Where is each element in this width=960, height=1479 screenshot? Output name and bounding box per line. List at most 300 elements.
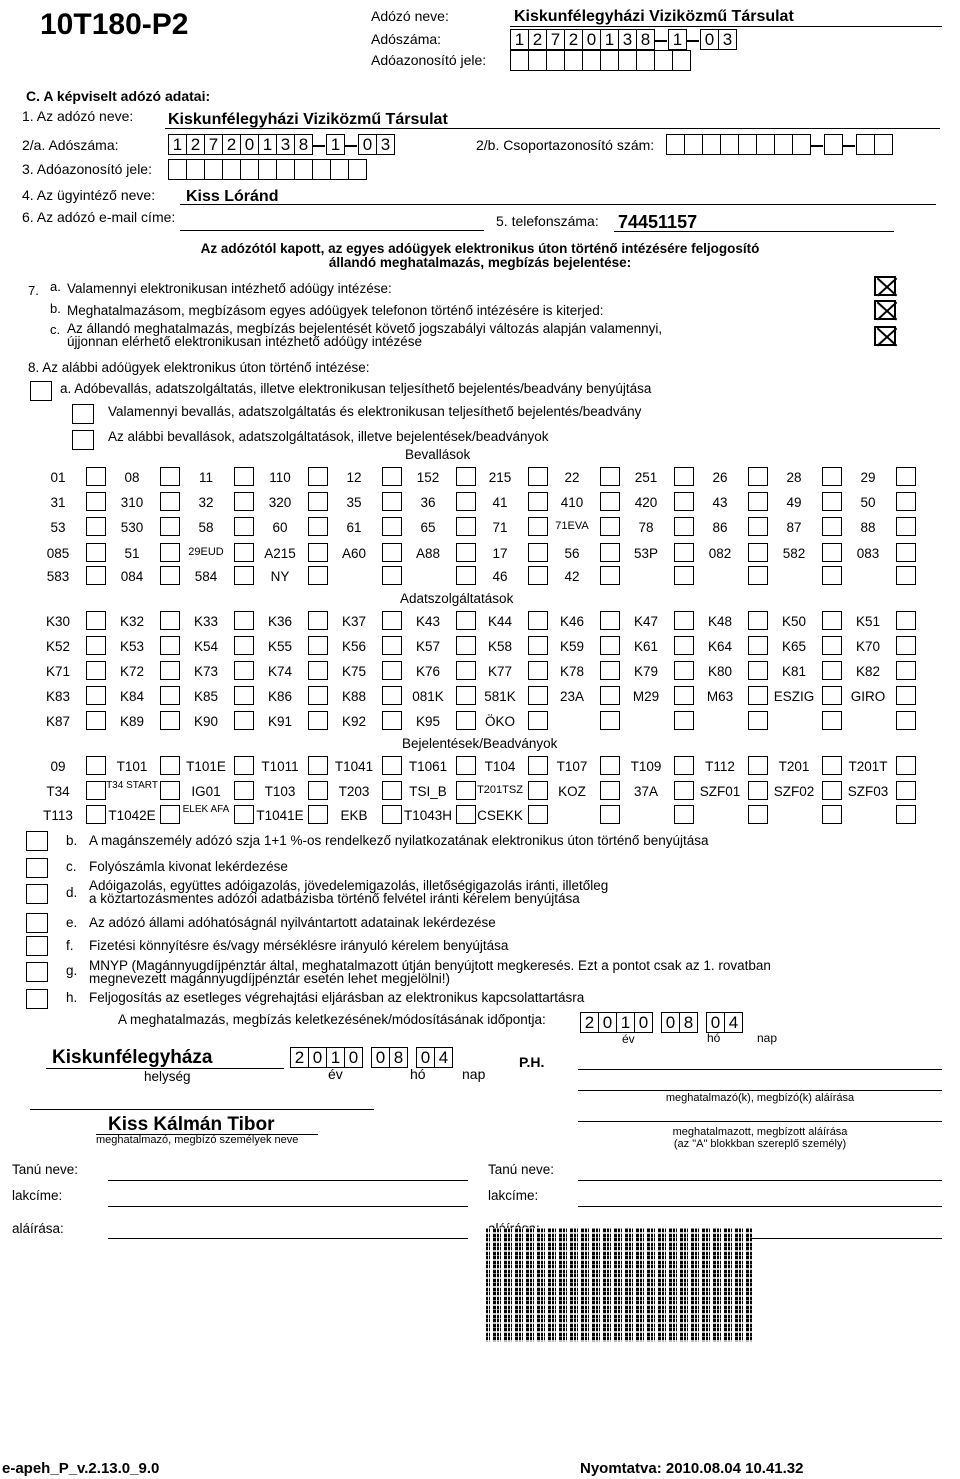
- code-checkbox[interactable]: [456, 636, 476, 655]
- code-label: 310: [120, 495, 144, 510]
- digit-cell[interactable]: 8: [636, 29, 655, 50]
- code-checkbox[interactable]: [600, 543, 620, 562]
- code-checkbox[interactable]: [748, 566, 768, 585]
- code-checkbox[interactable]: [456, 492, 476, 511]
- code-checkbox[interactable]: [822, 781, 842, 800]
- code-label: K61: [633, 639, 659, 654]
- item-d-text: Adóigazolás, együttes adóigazolás, jövedelemigazolás, illetőségigazolás iránti, illetőleg: [89, 878, 609, 893]
- code-item: [180, 517, 256, 539]
- item-b-checkbox[interactable]: [26, 831, 48, 851]
- digit-cell[interactable]: 0: [700, 29, 719, 50]
- digit-cell[interactable]: 0: [308, 1047, 327, 1068]
- code-item: [180, 661, 256, 683]
- code-label: TSI_B: [409, 784, 447, 799]
- code-checkbox[interactable]: [234, 543, 254, 562]
- digit-cell[interactable]: [720, 134, 739, 155]
- code-checkbox[interactable]: [674, 611, 694, 630]
- digit-cell[interactable]: 1: [668, 29, 687, 50]
- code-checkbox[interactable]: [896, 636, 916, 655]
- digit-cell[interactable]: 8: [679, 1012, 698, 1033]
- digit-cell[interactable]: [204, 159, 223, 180]
- code-label: 60: [272, 520, 288, 535]
- digit-cell[interactable]: [582, 50, 601, 71]
- digit-cell[interactable]: 3: [718, 29, 737, 50]
- code-checkbox[interactable]: [674, 781, 694, 800]
- code-checkbox[interactable]: [896, 492, 916, 511]
- code-checkbox[interactable]: [748, 711, 768, 730]
- code-item: [32, 566, 108, 588]
- code-checkbox[interactable]: [674, 636, 694, 655]
- code-checkbox[interactable]: [234, 781, 254, 800]
- item-f-checkbox[interactable]: [26, 936, 48, 956]
- code-checkbox[interactable]: [160, 756, 180, 775]
- digit-cell[interactable]: [330, 159, 349, 180]
- code-checkbox[interactable]: [456, 566, 476, 585]
- code-checkbox[interactable]: [456, 543, 476, 562]
- sign-year-label: év: [328, 1066, 343, 1082]
- code-label: 083: [856, 546, 880, 561]
- digit-cell[interactable]: 2: [186, 134, 205, 155]
- agent-name-label: meghatalmazó, megbízó személyek neve: [96, 1134, 299, 1146]
- code-item: [32, 781, 108, 803]
- agent-sig-label2: (az "A" blokkban szereplő személy): [673, 1138, 847, 1150]
- code-checkbox[interactable]: [674, 543, 694, 562]
- code-checkbox[interactable]: [382, 805, 402, 824]
- digit-cell[interactable]: [258, 159, 277, 180]
- code-checkbox[interactable]: [234, 517, 254, 536]
- code-checkbox[interactable]: [382, 781, 402, 800]
- code-checkbox[interactable]: [160, 636, 180, 655]
- digit-cell[interactable]: 0: [416, 1047, 435, 1068]
- code-item: [620, 756, 696, 778]
- code-checkbox[interactable]: [748, 543, 768, 562]
- code-checkbox[interactable]: [528, 661, 548, 680]
- digit-cell[interactable]: [684, 134, 703, 155]
- code-checkbox[interactable]: [382, 492, 402, 511]
- digit-cell[interactable]: 0: [358, 134, 377, 155]
- code-checkbox[interactable]: [160, 492, 180, 511]
- code-item: [474, 492, 550, 514]
- code-checkbox[interactable]: [822, 566, 842, 585]
- digit-cell[interactable]: [510, 50, 529, 71]
- code-checkbox[interactable]: [748, 517, 768, 536]
- code-checkbox[interactable]: [748, 686, 768, 705]
- code-checkbox[interactable]: [528, 566, 548, 585]
- digit-cell[interactable]: [546, 50, 565, 71]
- code-checkbox[interactable]: [160, 611, 180, 630]
- code-checkbox[interactable]: [456, 467, 476, 486]
- csoport-cells[interactable]: [666, 134, 892, 155]
- code-checkbox[interactable]: [748, 805, 768, 824]
- code-checkbox[interactable]: [160, 517, 180, 536]
- code-label: 17: [492, 546, 508, 561]
- opt-some-checkbox[interactable]: [72, 430, 94, 450]
- code-label: 88: [860, 520, 876, 535]
- code-checkbox[interactable]: [748, 611, 768, 630]
- code-checkbox[interactable]: [674, 686, 694, 705]
- digit-cell[interactable]: 1: [258, 134, 277, 155]
- code-label: 08: [124, 470, 140, 485]
- adoazonosito-cells[interactable]: [168, 159, 366, 180]
- digit-cell[interactable]: 3: [376, 134, 395, 155]
- code-checkbox[interactable]: [234, 661, 254, 680]
- witness1-sign-label: aláírása:: [12, 1221, 64, 1236]
- section7-b-checkbox[interactable]: [874, 300, 896, 320]
- section7-c-checkbox[interactable]: [874, 326, 896, 346]
- code-item: [32, 805, 108, 827]
- code-label: K48: [707, 614, 733, 629]
- code-item: [474, 781, 550, 803]
- code-checkbox[interactable]: [234, 756, 254, 775]
- code-checkbox[interactable]: [822, 805, 842, 824]
- code-label: T203: [338, 784, 370, 799]
- code-label: K86: [267, 689, 293, 704]
- section7-a-checkbox[interactable]: [874, 276, 896, 296]
- code-checkbox[interactable]: [674, 492, 694, 511]
- code-checkbox[interactable]: [896, 661, 916, 680]
- code-item: [620, 661, 696, 683]
- code-checkbox[interactable]: [234, 467, 254, 486]
- digit-cell[interactable]: [618, 50, 637, 71]
- code-checkbox[interactable]: [86, 467, 106, 486]
- code-checkbox[interactable]: [234, 566, 254, 585]
- code-checkbox[interactable]: [822, 543, 842, 562]
- digit-cell[interactable]: [312, 159, 331, 180]
- sign-date-cells[interactable]: [290, 1047, 452, 1068]
- code-checkbox[interactable]: [600, 781, 620, 800]
- code-item: [546, 756, 622, 778]
- code-label: T1041E: [256, 808, 304, 823]
- code-item: [180, 711, 256, 733]
- digit-cell[interactable]: 0: [661, 1012, 680, 1033]
- digit-cell[interactable]: [654, 50, 673, 71]
- digit-cell[interactable]: 1: [326, 1047, 345, 1068]
- code-checkbox[interactable]: [896, 543, 916, 562]
- code-label: 320: [268, 495, 292, 510]
- code-checkbox[interactable]: [748, 781, 768, 800]
- code-item: [180, 756, 256, 778]
- digit-cell[interactable]: [824, 134, 843, 155]
- digit-cell[interactable]: [600, 50, 619, 71]
- code-checkbox[interactable]: [456, 686, 476, 705]
- digit-cell[interactable]: [636, 50, 655, 71]
- code-checkbox[interactable]: [600, 492, 620, 511]
- code-label: 085: [46, 546, 70, 561]
- digit-cell[interactable]: 8: [389, 1047, 408, 1068]
- digit-cell[interactable]: 1: [168, 134, 187, 155]
- code-checkbox[interactable]: [600, 467, 620, 486]
- code-checkbox[interactable]: [528, 781, 548, 800]
- digit-cell[interactable]: 1: [510, 29, 529, 50]
- code-checkbox[interactable]: [674, 711, 694, 730]
- code-checkbox[interactable]: [308, 467, 328, 486]
- code-label: K90: [193, 714, 219, 729]
- digit-cell[interactable]: [738, 134, 757, 155]
- digit-cell[interactable]: [874, 134, 893, 155]
- code-item: [180, 636, 256, 658]
- code-checkbox[interactable]: [86, 543, 106, 562]
- code-item: [32, 611, 108, 633]
- code-checkbox[interactable]: [896, 711, 916, 730]
- code-checkbox[interactable]: [600, 661, 620, 680]
- code-checkbox[interactable]: [674, 467, 694, 486]
- code-checkbox[interactable]: [896, 781, 916, 800]
- digit-cell[interactable]: 1: [600, 29, 619, 50]
- code-checkbox[interactable]: [456, 756, 476, 775]
- digit-cell[interactable]: [240, 159, 259, 180]
- digit-cell[interactable]: 0: [634, 1012, 653, 1033]
- digit-cell[interactable]: 2: [580, 1012, 599, 1033]
- code-checkbox[interactable]: [234, 492, 254, 511]
- code-checkbox[interactable]: [308, 661, 328, 680]
- code-checkbox[interactable]: [748, 756, 768, 775]
- code-checkbox[interactable]: [600, 756, 620, 775]
- digit-cell[interactable]: [774, 134, 793, 155]
- code-checkbox[interactable]: [528, 636, 548, 655]
- code-checkbox[interactable]: [382, 711, 402, 730]
- code-checkbox[interactable]: [234, 805, 254, 824]
- code-checkbox[interactable]: [822, 467, 842, 486]
- item-d-checkbox[interactable]: [26, 884, 48, 904]
- digit-cell[interactable]: 0: [240, 134, 259, 155]
- code-checkbox[interactable]: [160, 805, 180, 824]
- opt-all-text: Valamennyi bevallás, adatszolgáltatás és elektronikusan teljesíthető bejelentés/beadvány: [108, 404, 642, 419]
- code-checkbox[interactable]: [160, 661, 180, 680]
- code-checkbox[interactable]: [86, 711, 106, 730]
- code-checkbox[interactable]: [748, 636, 768, 655]
- code-checkbox[interactable]: [822, 661, 842, 680]
- code-checkbox[interactable]: [896, 756, 916, 775]
- code-checkbox[interactable]: [748, 661, 768, 680]
- code-checkbox[interactable]: [382, 566, 402, 585]
- code-checkbox[interactable]: [234, 611, 254, 630]
- code-checkbox[interactable]: [160, 686, 180, 705]
- digit-cell[interactable]: 7: [204, 134, 223, 155]
- code-checkbox[interactable]: [822, 492, 842, 511]
- code-checkbox[interactable]: [600, 611, 620, 630]
- code-item: [546, 636, 622, 658]
- code-checkbox[interactable]: [86, 781, 106, 800]
- code-checkbox[interactable]: [308, 636, 328, 655]
- code-label: 110: [269, 470, 291, 485]
- digit-cell[interactable]: [222, 159, 241, 180]
- item-h-checkbox[interactable]: [26, 989, 48, 1009]
- code-checkbox[interactable]: [822, 517, 842, 536]
- code-checkbox[interactable]: [528, 517, 548, 536]
- code-checkbox[interactable]: [308, 492, 328, 511]
- code-checkbox[interactable]: [896, 611, 916, 630]
- code-checkbox[interactable]: [160, 781, 180, 800]
- code-label: K32: [119, 614, 145, 629]
- code-checkbox[interactable]: [456, 711, 476, 730]
- code-checkbox[interactable]: [160, 566, 180, 585]
- code-checkbox[interactable]: [456, 517, 476, 536]
- code-checkbox[interactable]: [382, 467, 402, 486]
- code-checkbox[interactable]: [382, 543, 402, 562]
- digit-cell[interactable]: 4: [724, 1012, 743, 1033]
- code-label: 31: [50, 495, 66, 510]
- code-checkbox[interactable]: [86, 805, 106, 824]
- digit-cell[interactable]: 2: [564, 29, 583, 50]
- code-checkbox[interactable]: [600, 566, 620, 585]
- code-checkbox[interactable]: [456, 661, 476, 680]
- code-checkbox[interactable]: [86, 636, 106, 655]
- code-checkbox[interactable]: [600, 686, 620, 705]
- code-checkbox[interactable]: [822, 611, 842, 630]
- code-checkbox[interactable]: [748, 467, 768, 486]
- code-checkbox[interactable]: [600, 711, 620, 730]
- code-label: 49: [786, 495, 802, 510]
- code-checkbox[interactable]: [896, 686, 916, 705]
- code-checkbox[interactable]: [308, 611, 328, 630]
- digit-cell[interactable]: [528, 50, 547, 71]
- code-checkbox[interactable]: [382, 517, 402, 536]
- digit-cell[interactable]: 0: [371, 1047, 390, 1068]
- code-label: T101E: [186, 759, 226, 774]
- code-checkbox[interactable]: [234, 711, 254, 730]
- digit-cell[interactable]: 2: [222, 134, 241, 155]
- code-checkbox[interactable]: [86, 756, 106, 775]
- adatszolg-title: Adatszolgáltatások: [400, 591, 514, 606]
- code-checkbox[interactable]: [674, 517, 694, 536]
- code-checkbox[interactable]: [600, 805, 620, 824]
- code-checkbox[interactable]: [86, 517, 106, 536]
- code-label: K80: [707, 664, 733, 679]
- code-checkbox[interactable]: [308, 756, 328, 775]
- digit-cell[interactable]: 1: [616, 1012, 635, 1033]
- digit-cell[interactable]: 2: [290, 1047, 309, 1068]
- code-checkbox[interactable]: [528, 492, 548, 511]
- code-checkbox[interactable]: [234, 686, 254, 705]
- code-checkbox[interactable]: [822, 636, 842, 655]
- opt-all-checkbox[interactable]: [72, 404, 94, 424]
- digit-cell[interactable]: 3: [276, 134, 295, 155]
- code-checkbox[interactable]: [160, 467, 180, 486]
- item-c-checkbox[interactable]: [26, 858, 48, 878]
- digit-cell[interactable]: 4: [434, 1047, 453, 1068]
- section8-a-checkbox[interactable]: [30, 381, 52, 401]
- item-g-checkbox[interactable]: [26, 962, 48, 982]
- code-checkbox[interactable]: [160, 543, 180, 562]
- digit-cell[interactable]: [294, 159, 313, 180]
- code-checkbox[interactable]: [86, 566, 106, 585]
- code-checkbox[interactable]: [86, 686, 106, 705]
- code-checkbox[interactable]: [382, 661, 402, 680]
- code-checkbox[interactable]: [674, 805, 694, 824]
- digit-cell[interactable]: 3: [618, 29, 637, 50]
- code-checkbox[interactable]: [308, 686, 328, 705]
- code-item: [694, 467, 770, 489]
- code-item: [254, 636, 330, 658]
- digit-cell[interactable]: [276, 159, 295, 180]
- digit-cell[interactable]: [348, 159, 367, 180]
- code-item: [474, 805, 550, 827]
- code-checkbox[interactable]: [822, 686, 842, 705]
- code-checkbox[interactable]: [528, 686, 548, 705]
- adoszama-cells[interactable]: [168, 134, 394, 155]
- digit-cell[interactable]: [186, 159, 205, 180]
- item-e-checkbox[interactable]: [26, 913, 48, 933]
- digit-cell[interactable]: 0: [582, 29, 601, 50]
- code-checkbox[interactable]: [86, 611, 106, 630]
- code-checkbox[interactable]: [308, 781, 328, 800]
- code-checkbox[interactable]: [456, 781, 476, 800]
- code-checkbox[interactable]: [822, 711, 842, 730]
- code-checkbox[interactable]: [528, 543, 548, 562]
- code-label: K37: [341, 614, 367, 629]
- code-checkbox[interactable]: [382, 756, 402, 775]
- code-checkbox[interactable]: [86, 492, 106, 511]
- digit-cell[interactable]: 7: [546, 29, 565, 50]
- digit-cell[interactable]: [792, 134, 811, 155]
- code-checkbox[interactable]: [896, 467, 916, 486]
- code-checkbox[interactable]: [822, 756, 842, 775]
- code-checkbox[interactable]: [528, 756, 548, 775]
- code-checkbox[interactable]: [674, 566, 694, 585]
- code-checkbox[interactable]: [308, 566, 328, 585]
- code-item: [180, 686, 256, 708]
- digit-cell[interactable]: 1: [326, 134, 345, 155]
- digit-cell[interactable]: 0: [344, 1047, 363, 1068]
- code-checkbox[interactable]: [674, 661, 694, 680]
- created-date-cells[interactable]: [580, 1012, 742, 1033]
- code-checkbox[interactable]: [748, 492, 768, 511]
- code-checkbox[interactable]: [600, 636, 620, 655]
- code-checkbox[interactable]: [528, 805, 548, 824]
- code-checkbox[interactable]: [528, 711, 548, 730]
- digit-cell[interactable]: [168, 159, 187, 180]
- digit-cell[interactable]: [564, 50, 583, 71]
- code-checkbox[interactable]: [160, 711, 180, 730]
- code-checkbox[interactable]: [382, 611, 402, 630]
- code-checkbox[interactable]: [86, 661, 106, 680]
- code-checkbox[interactable]: [308, 711, 328, 730]
- digit-cell[interactable]: 0: [598, 1012, 617, 1033]
- code-checkbox[interactable]: [528, 467, 548, 486]
- code-checkbox[interactable]: [382, 636, 402, 655]
- email-field[interactable]: [180, 230, 484, 231]
- code-checkbox[interactable]: [456, 611, 476, 630]
- digit-cell[interactable]: 0: [706, 1012, 725, 1033]
- witness2-name-label: Tanú neve:: [488, 1162, 555, 1177]
- code-checkbox[interactable]: [896, 566, 916, 585]
- code-checkbox[interactable]: [674, 756, 694, 775]
- digit-cell[interactable]: 8: [294, 134, 313, 155]
- code-item: [546, 686, 622, 708]
- code-checkbox[interactable]: [308, 517, 328, 536]
- digit-cell[interactable]: [756, 134, 775, 155]
- digit-cell[interactable]: [672, 50, 691, 71]
- digit-cell[interactable]: 2: [528, 29, 547, 50]
- code-item: [106, 711, 182, 733]
- digit-cell[interactable]: [856, 134, 875, 155]
- code-label: 42: [564, 569, 580, 584]
- code-checkbox[interactable]: [308, 805, 328, 824]
- code-checkbox[interactable]: [896, 805, 916, 824]
- digit-cell[interactable]: [702, 134, 721, 155]
- code-checkbox[interactable]: [382, 686, 402, 705]
- ugyintezo-label: 4. Az ügyintéző neve:: [22, 187, 156, 203]
- code-checkbox[interactable]: [456, 805, 476, 824]
- code-checkbox[interactable]: [600, 517, 620, 536]
- digit-cell[interactable]: [666, 134, 685, 155]
- code-item: [32, 636, 108, 658]
- code-checkbox[interactable]: [896, 517, 916, 536]
- code-checkbox[interactable]: [234, 636, 254, 655]
- code-checkbox[interactable]: [528, 611, 548, 630]
- code-checkbox[interactable]: [308, 543, 328, 562]
- code-item: [768, 492, 844, 514]
